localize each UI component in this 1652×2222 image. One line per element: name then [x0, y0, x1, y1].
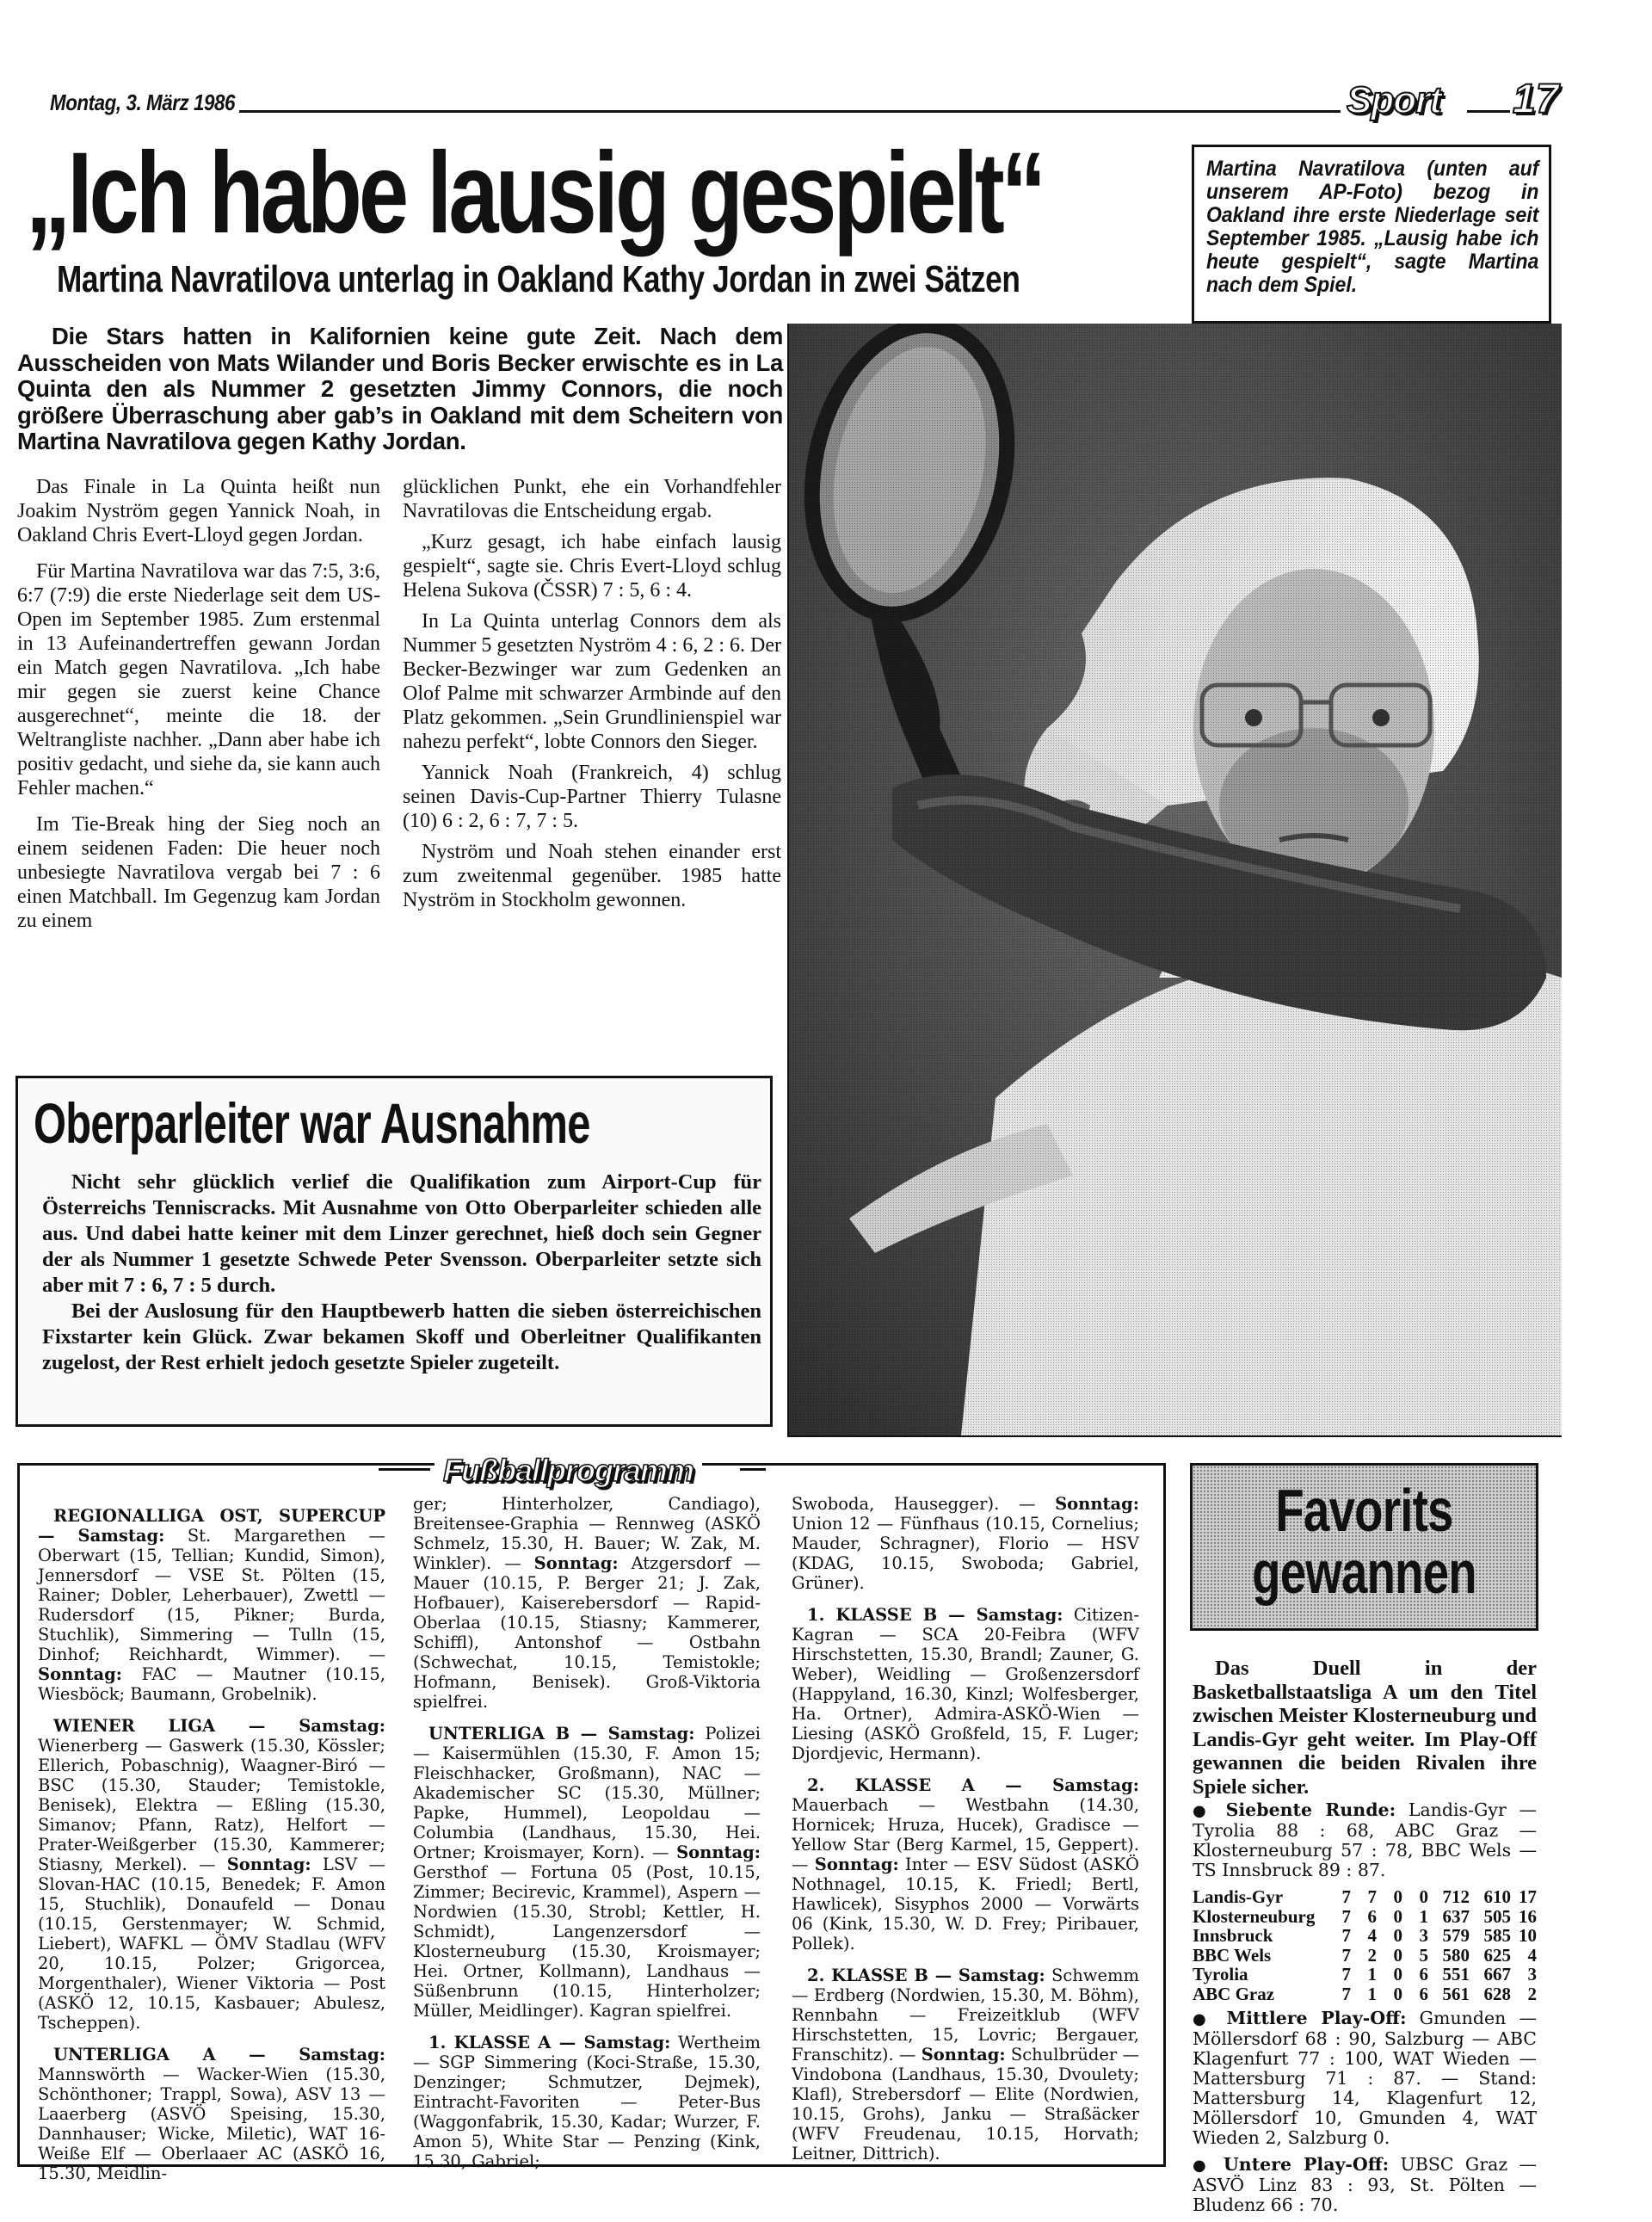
photo-caption: Martina Navratilova (unten auf unserem AP-Foto) bezog in Oakland ihre erste Niederlage seit September 1985. „Lausig habe ich heute gespielt“, sagte Martina nach dem Spiel.	[1206, 157, 1539, 297]
main-headline: „Ich habe lausig gespielt“	[26, 129, 1044, 257]
league-fixtures: Swoboda, Hausegger). — Sonntag: Union 12 — Fünfhaus (10.15, Cornelius; Mauder, Schragner), Florio — HSV (KDAG, 10.15, Swoboda; Gabriel, Grüner).	[792, 1494, 1139, 1593]
article-paragraph: Bei der Auslosung für den Hauptbewerb hatten die sieben österreichischen Fixstarter kein Glück. Zwar bekamen Skoff und Oberleitner Qualifikanten zugelost, der Rest erhielt jedoch gesetzte Spieler zugeteilt.	[42, 1299, 761, 1374]
title-rule-left	[379, 1468, 430, 1471]
football-column-3	[792, 1494, 1139, 2176]
article-paragraph: Yannick Noah (Frankreich, 4) schlug seinen Davis-Cup-Partner Thierry Tulasne (10) 6 : 2, 6 : 7, 7 : 5.	[403, 762, 781, 832]
main-subheadline: Martina Navratilova unterlag in Oakland Kathy Jordan in zwei Sätzen	[57, 258, 1020, 300]
standings-table	[1193, 1887, 1537, 2003]
table-row: Landis-Gyr 7 7 0 0 712 610 17	[1193, 1886, 1537, 1907]
header-rule	[239, 110, 1341, 113]
oberparleiter-article-box	[15, 1076, 773, 1427]
table-row: Klosterneuburg 7 6 0 1 637 505 16	[1193, 1905, 1537, 1927]
league-fixtures: 2. KLASSE A — Samstag: Mauerbach — Westbahn (14.30, Hornicek; Hruza, Hucek), Gradisce — Yellow Star (Berg Karmel, 15, Geppert). — Sonntag: Inter — ESV Südost (ASKÖ Nothnagel, 10.15, K. Friedl; Bertl, Hawlicek), Sisyphos 2000 — Vorwärts 06 (Kink, 15.30, W. D. Frey; Piribauer, Pollek).	[792, 1775, 1139, 1954]
league-fixtures: REGIONALLIGA OST, SUPERCUP — Samstag: St. Margarethen — Oberwart (15, Tellian; Kundid, Simon), Jennersdorf — VSE St. Pölten (15, Rainer; Dobler, Leherbauer), Zwettl — Rudersdorf (15, Pikner; Burda, Stuchlik), Simmering — Tulln (15, Dinhof; Reichhardt, Wimmer). — Sonntag: FAC — Mautner (10.15, Wiesböck; Baumann, Grobelnik).	[38, 1506, 385, 1704]
bullet-icon: ●	[1193, 2010, 1214, 2028]
oberparleiter-headline: Oberparleiter war Ausnahme	[34, 1091, 590, 1155]
article-paragraph: Nyström und Noah stehen einander erst zum zweitenmal gegenüber. 1985 hatte Nyström in Stockholm gewonnen.	[403, 841, 781, 911]
league-fixtures: 2. KLASSE B — Samstag: Schwemm — Erdberg (Nordwien, 15.30, M. Böhm), Rennbahn — Freizeitklub (WFV Hirschstetten, 15, Lovric; Bergauer, Franschitz). — Sonntag: Schulbrüder — Vindobona (Landhaus, 15.30, Dvoulety; Klafl), Strebersdorf — Elite (Nordwien, 10.15, Grohs), Janku — Straßäcker (WFV Freudenau, 10.15, Horvath; Leitner, Dittrich).	[792, 1966, 1140, 2163]
news-photo	[787, 324, 1562, 1437]
article-lead: Die Stars hatten in Kalifornien keine gute Zeit. Nach dem Ausscheiden von Mats Wilander und Boris Becker erwischte es in La Quinta den als Nummer 2 gesetzten Jimmy Connors, die noch größere Überraschung aber gab’s in Oakland mit dem Scheitern von Martina Navratilova gegen Kathy Jordan.	[17, 323, 783, 454]
article-column-2	[403, 475, 781, 919]
article-paragraph: Für Martina Navratilova war das 7:5, 3:6, 6:7 (7:9) die erste Niederlage seit dem US-Open im September 1985. Zum erstenmal in 13 Aufeinandertreffen gewann Jordan ein Match gegen Navratilova. „Ich habe mir gegen sie zuerst keine Chance ausgerechnet“, meinte die 18. der Weltrangliste nachher. „Dann aber habe ich positiv gedacht, und siehe da, sie kann auch Fehler machen.“	[17, 560, 380, 799]
issue-date: Montag, 3. März 1986	[50, 89, 236, 115]
article-paragraph: glücklichen Punkt, ehe ein Vorhandfehler Navratilovas die Entscheidung ergab.	[403, 476, 781, 522]
league-fixtures: UNTERLIGA B — Samstag: Polizei — Kaisermühlen (15.30, F. Amon 15; Fleischhacker, Großmann), NAC — Akademischer SC (15.30, Müllner; Papke, Hummel), Leopoldau — Columbia (Landhaus, 15.30, Hei. Ortner; Kroismayer, Korn). — Sonntag: Gersthof — Fortuna 05 (Post, 10.15, Zimmer; Becirevic, Krammel), Aspern — Nordwien (15.30, Strobl; Kettler, H. Schmidt), Langenzersdorf — Klosterneuburg (15.30, Kroismayer; Hei. Ortner, Kollmann), Landhaus — Süßenbrunn (10.15, Hinterholzer; Müller, Meidlinger). Kagran spielfrei.	[413, 1724, 761, 2021]
page-number: 17	[1513, 77, 1559, 122]
article-paragraph: Im Tie-Break hing der Sieg noch an einem seidenen Faden: Die heuer noch unbesiegte Navratilova vergab bei 7 : 6 einen Matchball. Im Gegenzug kam Jordan zu einem	[17, 813, 380, 932]
football-program-title: Fußballprogramm	[435, 1453, 702, 1489]
section-name: Sport	[1347, 79, 1441, 121]
table-row: Innsbruck 7 4 0 3 579 585 10	[1193, 1925, 1537, 1946]
photo-caption-box	[1192, 145, 1551, 324]
basketball-results	[1193, 1800, 1537, 2222]
basketball-headline: Favorits gewannen	[1252, 1477, 1476, 1606]
table-row: Tyrolia 7 1 0 6 551 667 3	[1193, 1964, 1537, 1984]
basketball-headline-box	[1190, 1463, 1538, 1631]
header-rule-short	[1467, 110, 1510, 113]
basketball-lead: Das Duell in der Basketballstaatsliga A um den Titel zwischen Meister Klosterneuburg und Landis-Gyr geht weiter. Im Play-Off gewannen die beiden Rivalen ihre Spiele sicher.	[1193, 1657, 1537, 1799]
league-fixtures: UNTERLIGA A — Samstag: Mannswörth — Wacker-Wien (15.30, Schönthoner; Trappl, Sowa), ASV 13 — Laaerberg (ASVÖ Speising, 15.30, Dannhauser; Wicke, Miletic), WAT 16-Weiße Elf — Oberlaaer AC (ASKÖ 16, 15.30, Meidlin-	[38, 2045, 385, 2183]
article-column-1	[17, 475, 380, 945]
middle-playoff-results: ● Mittlere Play-Off: Gmunden — Möllersdorf 68 : 90, Salzburg — ABC Klagenfurt 77 : 100, WAT Wieden — Mattersburg 71 : 87. — Stand: Mattersburg 14, Klagenfurt 12, Möllersdorf 10, Gmunden 4, WAT Wieden 2, Salzburg 0.	[1193, 2008, 1537, 2148]
football-column-2	[413, 1494, 761, 2183]
table-row: ABC Graz 7 1 0 6 561 628 2	[1193, 1983, 1537, 2004]
bullet-icon: ●	[1193, 1802, 1213, 1820]
football-column-1	[38, 1506, 385, 2195]
article-paragraph: Das Finale in La Quinta heißt nun Joakim Nyström gegen Yannick Noah, in Oakland Chris Evert-Lloyd gegen Jordan.	[17, 476, 380, 546]
article-paragraph: Nicht sehr glücklich verlief die Qualifikation zum Airport-Cup für Österreichs Tenniscracks. Mit Ausnahme von Otto Oberparleiter schieden alle aus. Und dabei hatte keiner mit dem Linzer gerechnet, hieß doch sein Gegner der als Nummer 1 gesetzte Schwede Peter Svensson. Oberparleiter setzte sich aber mit 7 : 6, 7 : 5 durch.	[42, 1170, 761, 1297]
round-results: ● Siebente Runde: Landis-Gyr — Tyrolia 88 : 68, ABC Graz — Klosterneuburg 57 : 78, BBC Wels — TS Innsbruck 89 : 87.	[1193, 1799, 1537, 1880]
lower-playoff-results: ● Untere Play-Off: UBSC Graz — ASVÖ Linz 83 : 93, St. Pölten — Bludenz 66 : 70.	[1193, 2154, 1537, 2215]
article-paragraph: In La Quinta unterlag Connors dem als Nummer 5 gesetzten Nyström 4 : 6, 2 : 6. Der Becker-Bezwinger war zum Gedenken an Olof Palme mit schwarzer Armbinde auf den Platz gekommen. „Sein Grundlinienspiel war nahezu perfekt“, lobte Connors den Sieger.	[403, 610, 781, 753]
league-fixtures: WIENER LIGA — Samstag: Wienerberg — Gaswerk (15.30, Kössler; Ellerich, Pobaschnig), Waagner-Biró — BSC (15.30, Stauder; Temistokle, Benisek), Elektra — Eßling (15.30, Simanov; Pfann, Ratz), Helfort — Prater-Weißgerber (15.30, Kammerer; Stiasny, Merkel). — Sonntag: LSV — Slovan-HAC (10.15, Benedek; F. Amon 15, Stuchlik), Donaufeld — Donau (10.15, Gerstenmayer; W. Schmid, Liebert), WAFKL — ÖMV Stadlau (WFV 20, 10.15, Polzer; Grigorcea, Morgenthaler), Wiener Viktoria — Post (ASKÖ 12, 10.15, Kasbauer; Abulesz, Tscheppen).	[38, 1716, 385, 2033]
league-fixtures: ger; Hinterholzer, Candiago), Breitensee-Graphia — Rennweg (ASKÖ Schmelz, 15.30, H. Bauer; W. Zak, M. Winkler). — Sonntag: Atzgersdorf — Mauer (10.15, P. Berger 21; J. Zak, Hofbauer), Kaiserebersdorf — Rapid-Oberlaa (10.15, Stiasny; Kammerer, Schiffl), Antonshof — Ostbahn (Schwechat, 10.15, Temistokle; Hofmann, Benisek). Groß-Viktoria spielfrei.	[413, 1494, 761, 1712]
article-paragraph: „Kurz gesagt, ich habe einfach lausig gespielt“, sagte sie. Chris Evert-Lloyd schlug Helena Sukova (ČSSR) 7 : 5, 6 : 4.	[403, 531, 781, 602]
table-row: BBC Wels 7 2 0 5 580 625 4	[1193, 1944, 1537, 1966]
oberparleiter-body	[42, 1170, 761, 1376]
league-fixtures: 1. KLASSE A — Samstag: Wertheim — SGP Simmering (Koci-Straße, 15.30, Denzinger; Schmutzer, Dejmek), Eintracht-Favoriten — Peter-Bus (Waggonfabrik, 15.30, Kadar; Wurzer, F. Amon 5), White Star — Penzing (Kink, 15.30, Gabriel;	[413, 2033, 761, 2171]
title-rule-right	[740, 1468, 766, 1471]
bullet-icon: ●	[1193, 2157, 1212, 2175]
league-fixtures: 1. KLASSE B — Samstag: Citizen-Kagran — SCA 20-Feibra (WFV Hirschstetten, 15.30, Brandl; Zauner, G. Weber), Weidling — Großenzersdorf (Happyland, 16.30, Kinzl; Wolfesberger, Ha. Ortner), Admira-ASKÖ-Wien — Liesing (ASKÖ Großfeld, 15, F. Luger; Djordjevic, Hermann).	[792, 1605, 1140, 1763]
tennis-player-photo-icon	[789, 324, 1562, 1435]
